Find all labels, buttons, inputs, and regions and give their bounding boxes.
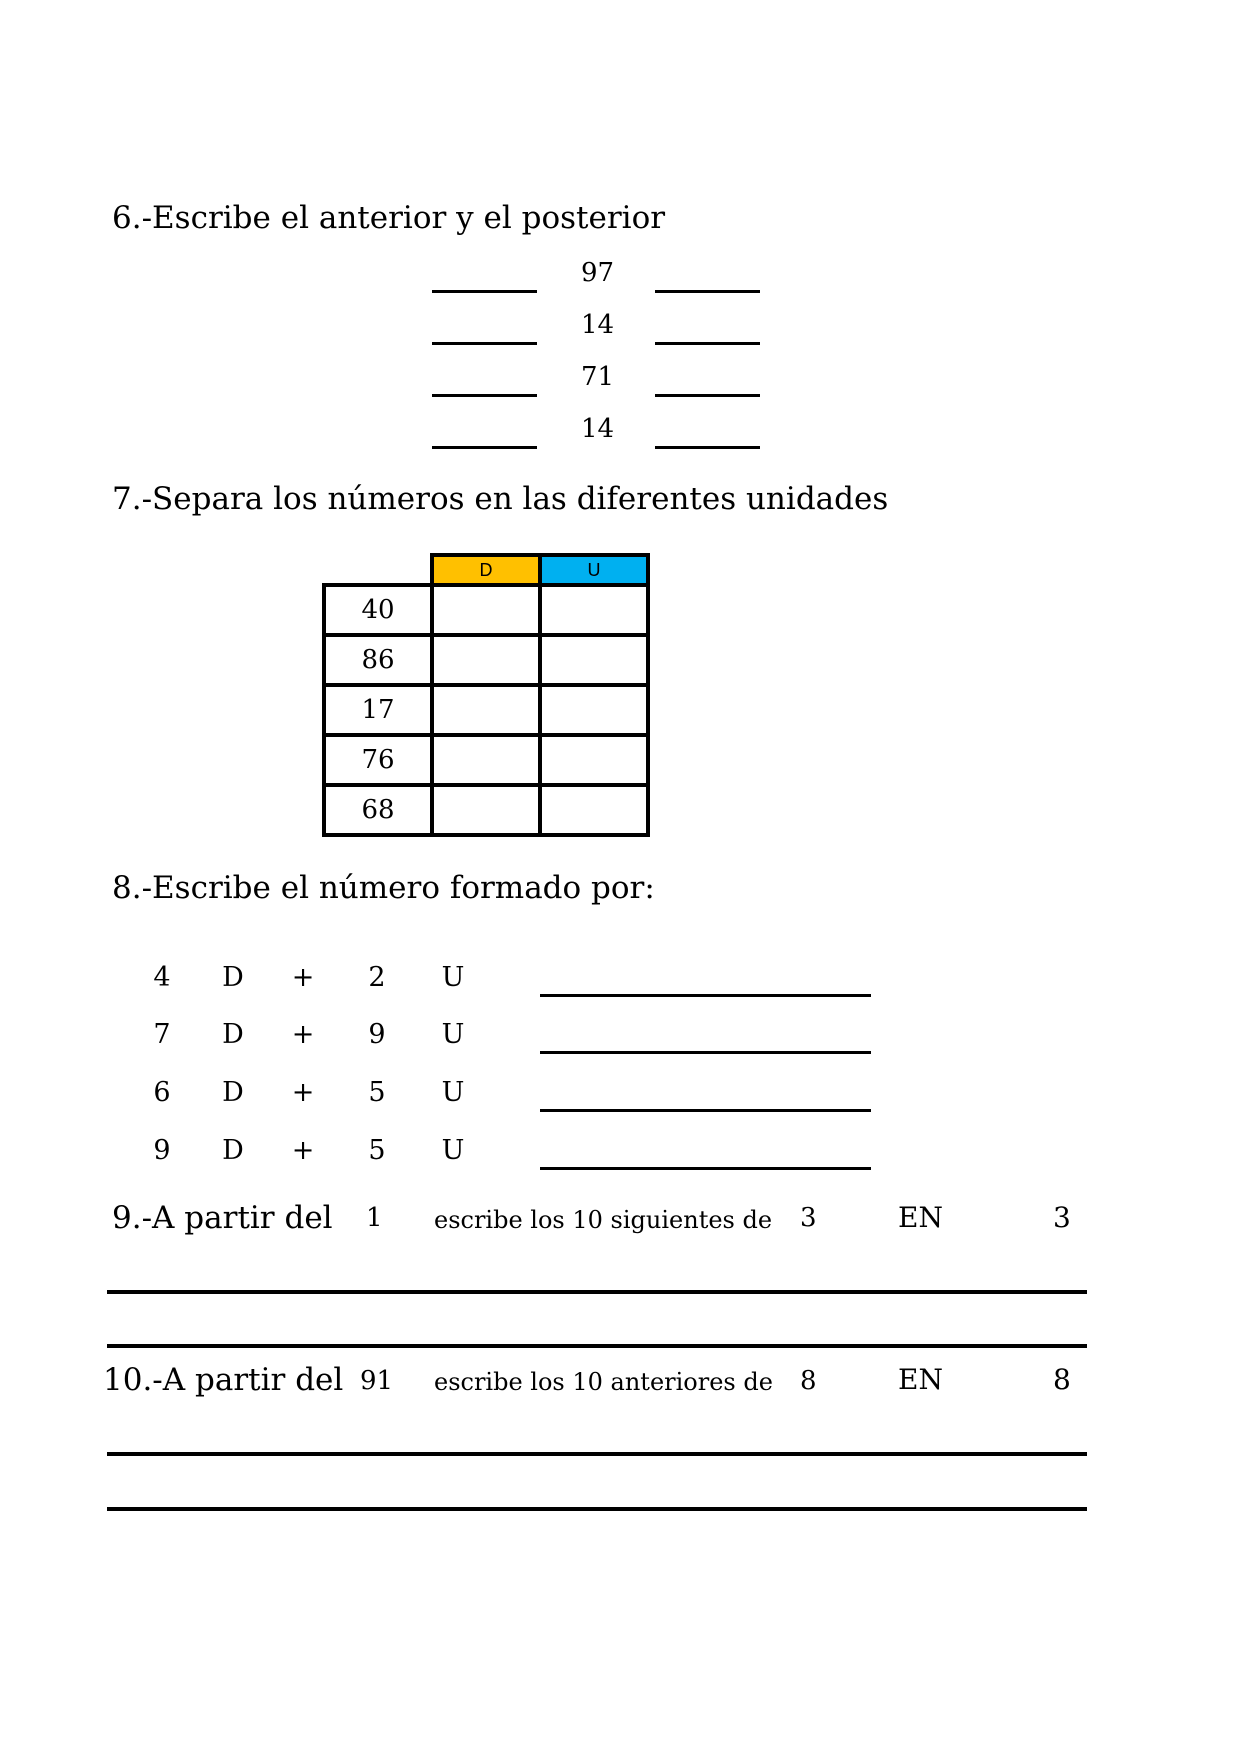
section6-title: 6.-Escribe el anterior y el posterior xyxy=(112,200,666,236)
section10-step: 8 xyxy=(800,1366,817,1396)
unidades-cell[interactable] xyxy=(540,735,648,785)
unidades-cell[interactable] xyxy=(540,635,648,685)
section10-prefix: 10.-A partir del xyxy=(103,1362,344,1398)
section7-title: 7.-Separa los números en las diferentes unidades xyxy=(112,481,889,517)
header-unidades: U xyxy=(540,555,648,585)
plus-sign: + xyxy=(291,1135,315,1166)
decenas-cell[interactable] xyxy=(432,685,540,735)
tens-value: 7 xyxy=(153,1019,171,1050)
compose-number-row xyxy=(0,1077,1241,1121)
decenas-cell[interactable] xyxy=(432,585,540,635)
section9-start-number: 1 xyxy=(366,1203,383,1233)
table-row xyxy=(324,785,648,835)
place-value-table xyxy=(322,553,650,837)
predecessor-blank[interactable] xyxy=(432,446,537,449)
tens-value: 4 xyxy=(153,962,171,993)
units-label: U xyxy=(441,962,465,993)
unidades-cell[interactable] xyxy=(540,785,648,835)
units-value: 5 xyxy=(368,1135,386,1166)
section9-en-label: EN xyxy=(898,1201,943,1234)
compose-number-row xyxy=(0,962,1241,1006)
predecessor-successor-row xyxy=(0,310,1241,350)
tens-label: D xyxy=(222,1077,244,1108)
compose-number-row xyxy=(0,1019,1241,1063)
decenas-cell[interactable] xyxy=(432,735,540,785)
section9-instruction: escribe los 10 siguientes de xyxy=(434,1206,773,1234)
section9-prefix: 9.-A partir del xyxy=(112,1200,333,1236)
unidades-cell[interactable] xyxy=(540,685,648,735)
decenas-cell[interactable] xyxy=(432,635,540,685)
row-number: 68 xyxy=(324,785,432,835)
units-label: U xyxy=(441,1019,465,1050)
given-number: 14 xyxy=(580,414,615,444)
section9-step: 3 xyxy=(800,1203,817,1233)
section10-step-repeat: 8 xyxy=(1053,1363,1071,1396)
predecessor-successor-row xyxy=(0,414,1241,454)
answer-line[interactable] xyxy=(107,1452,1087,1456)
plus-sign: + xyxy=(291,1077,315,1108)
decenas-cell[interactable] xyxy=(432,785,540,835)
table-header-row xyxy=(324,555,648,585)
given-number: 97 xyxy=(580,258,615,288)
predecessor-blank[interactable] xyxy=(432,394,537,397)
table-row xyxy=(324,685,648,735)
row-number: 40 xyxy=(324,585,432,635)
section8-title: 8.-Escribe el número formado por: xyxy=(112,870,655,906)
compose-number-row xyxy=(0,1135,1241,1179)
predecessor-blank[interactable] xyxy=(432,290,537,293)
plus-sign: + xyxy=(291,1019,315,1050)
answer-blank[interactable] xyxy=(540,1109,871,1112)
table-row xyxy=(324,585,648,635)
section9-step-repeat: 3 xyxy=(1053,1201,1071,1234)
units-value: 9 xyxy=(368,1019,386,1050)
unidades-cell[interactable] xyxy=(540,585,648,635)
given-number: 71 xyxy=(580,362,615,392)
header-decenas: D xyxy=(432,555,540,585)
successor-blank[interactable] xyxy=(655,394,760,397)
section10-instruction: escribe los 10 anteriores de xyxy=(434,1368,773,1396)
tens-value: 9 xyxy=(153,1135,171,1166)
given-number: 14 xyxy=(580,310,615,340)
tens-label: D xyxy=(222,962,244,993)
plus-sign: + xyxy=(291,962,315,993)
row-number: 17 xyxy=(324,685,432,735)
predecessor-successor-row xyxy=(0,362,1241,402)
answer-line[interactable] xyxy=(107,1290,1087,1294)
units-label: U xyxy=(441,1135,465,1166)
answer-line[interactable] xyxy=(107,1507,1087,1511)
answer-blank[interactable] xyxy=(540,1167,871,1170)
tens-label: D xyxy=(222,1135,244,1166)
successor-blank[interactable] xyxy=(655,446,760,449)
row-number: 76 xyxy=(324,735,432,785)
tens-value: 6 xyxy=(153,1077,171,1108)
answer-blank[interactable] xyxy=(540,994,871,997)
successor-blank[interactable] xyxy=(655,342,760,345)
successor-blank[interactable] xyxy=(655,290,760,293)
section10-start-number: 91 xyxy=(360,1366,394,1396)
units-value: 2 xyxy=(368,962,386,993)
answer-blank[interactable] xyxy=(540,1051,871,1054)
units-label: U xyxy=(441,1077,465,1108)
tens-label: D xyxy=(222,1019,244,1050)
predecessor-successor-row xyxy=(0,258,1241,298)
units-value: 5 xyxy=(368,1077,386,1108)
header-spacer xyxy=(324,555,432,585)
row-number: 86 xyxy=(324,635,432,685)
answer-line[interactable] xyxy=(107,1344,1087,1348)
section10-en-label: EN xyxy=(898,1363,943,1396)
table-row xyxy=(324,635,648,685)
predecessor-blank[interactable] xyxy=(432,342,537,345)
table-row xyxy=(324,735,648,785)
